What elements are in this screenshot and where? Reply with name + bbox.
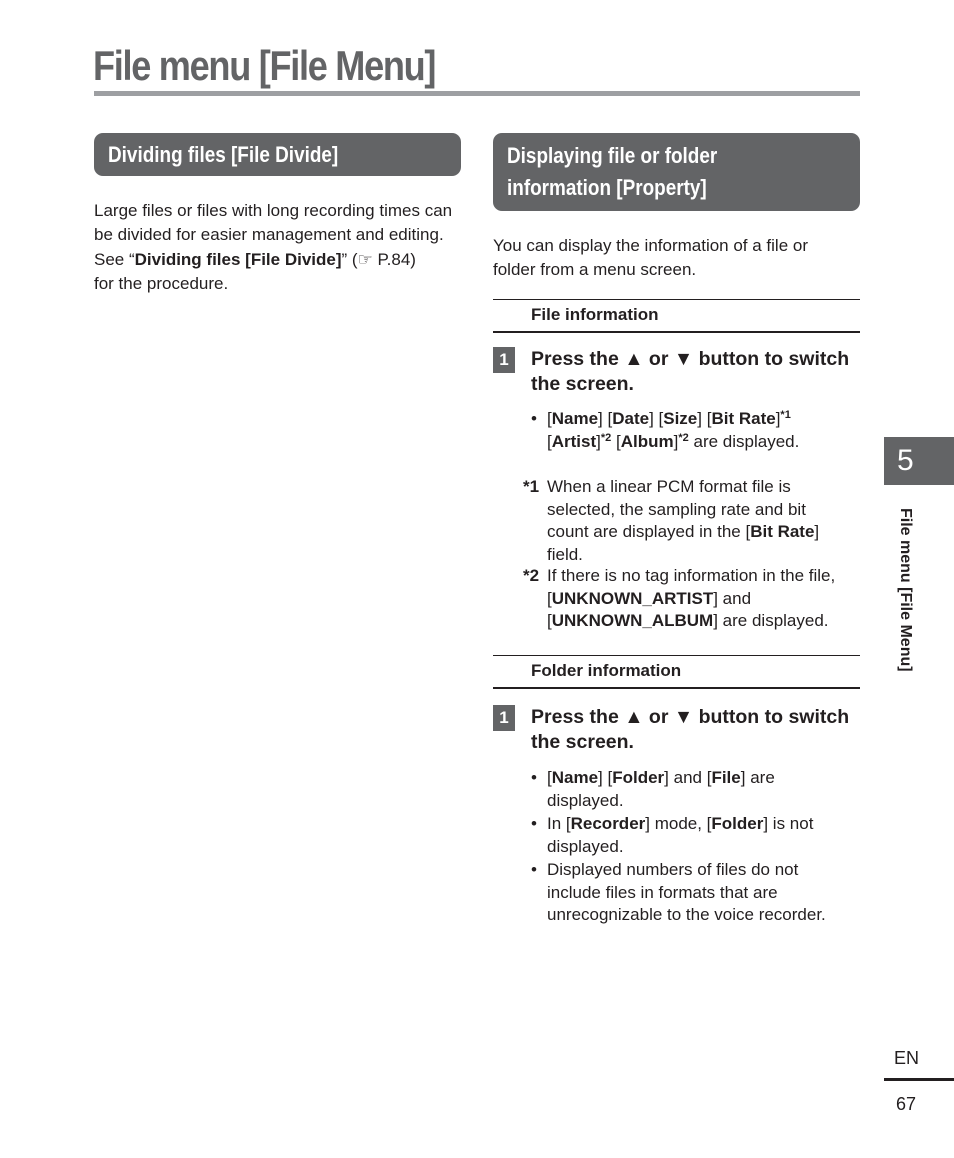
list-item: • Displayed numbers of files do not include files in formats that are unrecognizable to the voice recorder. xyxy=(531,859,849,927)
section-banner-line2: information [Property] xyxy=(507,175,707,200)
folder-info-step-instruction: Press the ▲ or ▼ button to switch the screen. xyxy=(531,706,850,753)
file-divide-description xyxy=(94,199,454,295)
file-divide-see-reference: See “Dividing files [File Divide]” (☞ P.84) for the procedure. xyxy=(94,250,416,293)
section-banner-file-divide xyxy=(94,133,461,176)
page-number: 67 xyxy=(896,1094,917,1114)
footnote-marker: *1 xyxy=(523,477,540,496)
list-item: • In [Recorder] mode, [Folder] is not displayed. xyxy=(531,813,849,858)
file-info-bullet-list xyxy=(531,408,831,454)
section-banner-property xyxy=(493,133,860,211)
file-information-heading: File information xyxy=(493,299,860,333)
footer-divider xyxy=(884,1078,954,1081)
footnote-2: *2 If there is no tag information in the file, [UNKNOWN_ARTIST] and [UNKNOWN_ALBUM] are displayed. xyxy=(523,566,836,630)
footnote-1: *1 When a linear PCM format file is selected, the sampling rate and bit count are displayed in the [Bit Rate] field. xyxy=(523,477,820,564)
title-underline xyxy=(94,91,860,96)
step-number-badge: 1 xyxy=(493,705,515,731)
folder-information-heading: Folder information xyxy=(493,655,860,689)
footnote-marker: *2 xyxy=(523,566,540,585)
property-intro: You can display the information of a file or folder from a menu screen. xyxy=(493,236,809,279)
section-banner-line1: Displaying file or folder xyxy=(507,143,718,168)
cross-reference-link: Dividing files [File Divide] xyxy=(134,250,342,269)
page-title: File menu [File Menu] xyxy=(93,42,436,89)
file-info-step-instruction: Press the ▲ or ▼ button to switch the screen. xyxy=(531,348,850,395)
folder-info-bullet-list xyxy=(531,767,849,928)
side-chapter-label: File menu [File Menu] xyxy=(897,508,914,672)
list-item: • [Name] [Folder] and [File] are displayed. xyxy=(531,767,849,812)
list-item: • [Name] [Date] [Size] [Bit Rate]$^{*1}$ [Artist]$^{*2}$ [Album]$^{*2}$ are displayed. xyxy=(531,408,831,453)
chapter-tab: 5 xyxy=(884,437,954,485)
section-banner-label: Dividing files [File Divide] xyxy=(108,142,339,167)
file-divide-paragraph: Large files or files with long recording times can be divided for easier management and editing. xyxy=(94,201,453,244)
language-label: EN xyxy=(894,1048,920,1068)
step-number-badge: 1 xyxy=(493,347,515,373)
